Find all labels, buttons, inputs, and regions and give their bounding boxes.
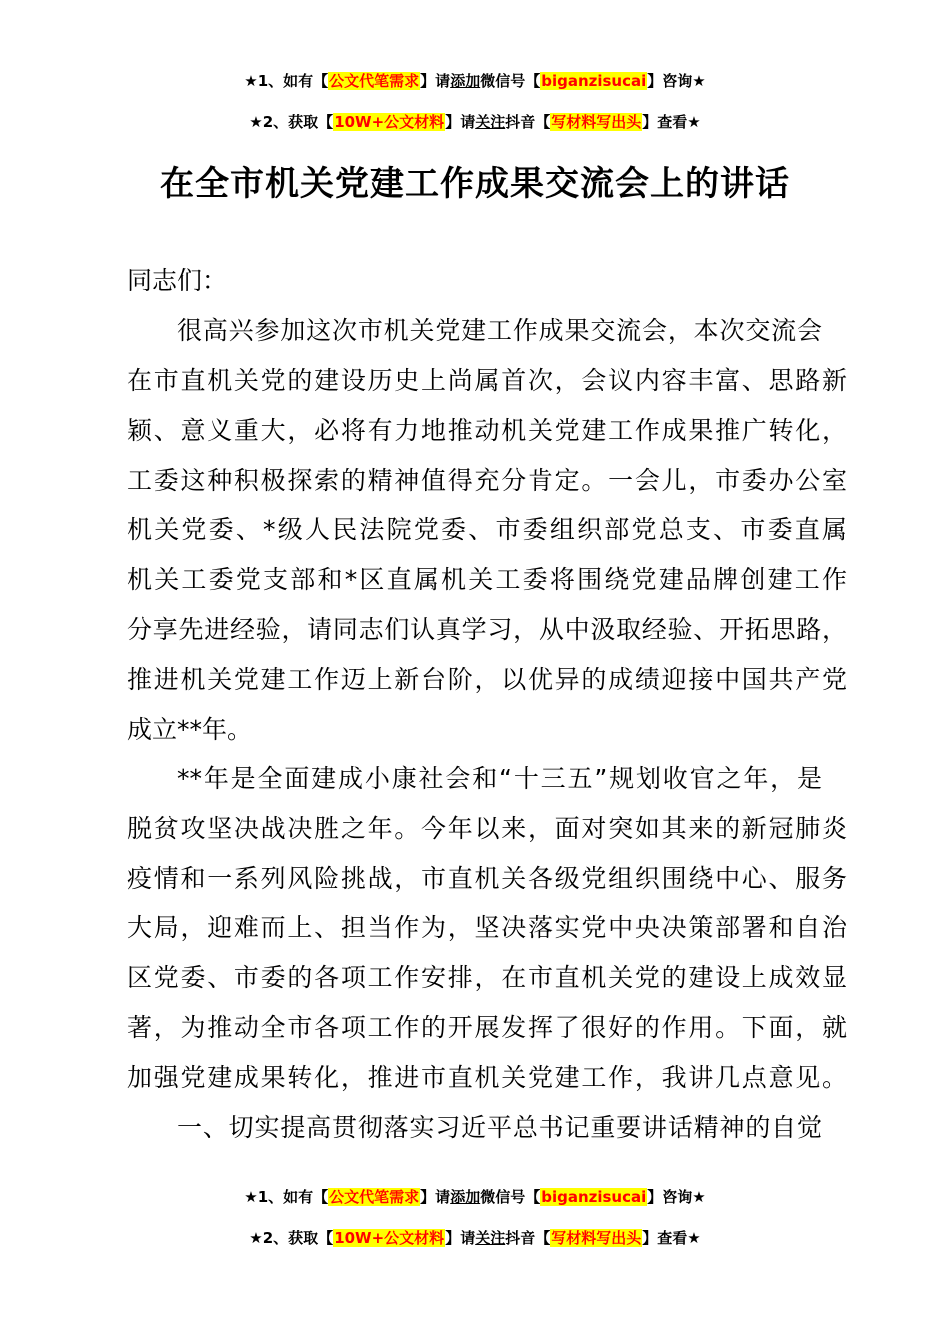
document-title: 在全市机关党建工作成果交流会上的讲话 xyxy=(160,164,790,204)
body-line: 分享先进经验，请同志们认真学习，从中汲取经验、开拓思路， xyxy=(127,615,847,644)
banner-text: ★1、如有【 xyxy=(244,72,329,90)
banner-underlined: 添加 xyxy=(450,1188,481,1206)
banner-highlight: 写材料写出头 xyxy=(551,113,642,131)
banner-text: 抖音【 xyxy=(505,1229,551,1247)
banner-text: 微信号【 xyxy=(480,72,541,90)
banner-text: ★2、获取【 xyxy=(249,113,334,131)
body-line: 加强党建成果转化，推进市直机关党建工作，我讲几点意见。 xyxy=(127,1063,847,1092)
banner-highlight: 10W+公文材料 xyxy=(334,1229,445,1247)
body-line: 工委这种积极探索的精神值得充分肯定。一会儿，市委办公室 xyxy=(127,466,847,495)
banner-text: 微信号【 xyxy=(480,1188,541,1206)
banner-highlight: biganzisucai xyxy=(541,72,647,90)
body-line: 脱贫攻坚决战决胜之年。今年以来，面对突如其来的新冠肺炎 xyxy=(127,814,847,843)
banner-text: 】咨询★ xyxy=(647,1188,706,1206)
footer-banner-line-2 xyxy=(0,1227,950,1249)
body-line: 机关工委党支部和*区直属机关工委将围绕党建品牌创建工作 xyxy=(127,565,847,594)
banner-text: 抖音【 xyxy=(505,113,551,131)
body-line: 成立**年。 xyxy=(127,715,253,744)
section-heading-line: 一、切实提高贯彻落实习近平总书记重要讲话精神的自觉 xyxy=(177,1113,822,1142)
body-line: 大局，迎难而上、担当作为，坚决落实党中央决策部署和自治 xyxy=(127,913,847,942)
body-line: 区党委、市委的各项工作安排，在市直机关党的建设上成效显 xyxy=(127,963,847,992)
body-line: 在市直机关党的建设历史上尚属首次，会议内容丰富、思路新 xyxy=(127,366,847,395)
banner-text: ★2、获取【 xyxy=(249,1229,334,1247)
banner-highlight: 公文代笔需求 xyxy=(329,72,420,90)
banner-underlined: 添加 xyxy=(450,72,481,90)
salutation: 同志们： xyxy=(127,266,228,295)
banner-text: 】查看★ xyxy=(642,113,701,131)
banner-text: 】咨询★ xyxy=(647,72,706,90)
banner-highlight: biganzisucai xyxy=(541,1188,647,1206)
banner-text: 】请 xyxy=(420,1188,451,1206)
body-line: 很高兴参加这次市机关党建工作成果交流会，本次交流会 xyxy=(177,316,822,345)
banner-text: ★1、如有【 xyxy=(244,1188,329,1206)
banner-highlight: 公文代笔需求 xyxy=(329,1188,420,1206)
body-line: **年是全面建成小康社会和“十三五”规划收官之年，是 xyxy=(177,764,822,793)
body-line: 颖、意义重大，必将有力地推动机关党建工作成果推广转化， xyxy=(127,416,847,445)
footer-banner-line-1 xyxy=(0,1186,950,1208)
banner-text: 】请 xyxy=(420,72,451,90)
body-line: 机关党委、*级人民法院党委、市委组织部党总支、市委直属 xyxy=(127,515,847,544)
header-banner-line-1 xyxy=(0,70,950,92)
banner-highlight: 写材料写出头 xyxy=(551,1229,642,1247)
banner-text: 】查看★ xyxy=(642,1229,701,1247)
body-line: 推进机关党建工作迈上新台阶，以优异的成绩迎接中国共产党 xyxy=(127,665,847,694)
body-line: 疫情和一系列风险挑战，市直机关各级党组织围绕中心、服务 xyxy=(127,864,847,893)
body-line: 著，为推动全市各项工作的开展发挥了很好的作用。下面，就 xyxy=(127,1013,847,1042)
banner-underlined: 关注 xyxy=(475,113,506,131)
banner-text: 】请 xyxy=(445,1229,476,1247)
header-banner-line-2 xyxy=(0,111,950,133)
banner-underlined: 关注 xyxy=(475,1229,506,1247)
banner-highlight: 10W+公文材料 xyxy=(334,113,445,131)
banner-text: 】请 xyxy=(445,113,476,131)
